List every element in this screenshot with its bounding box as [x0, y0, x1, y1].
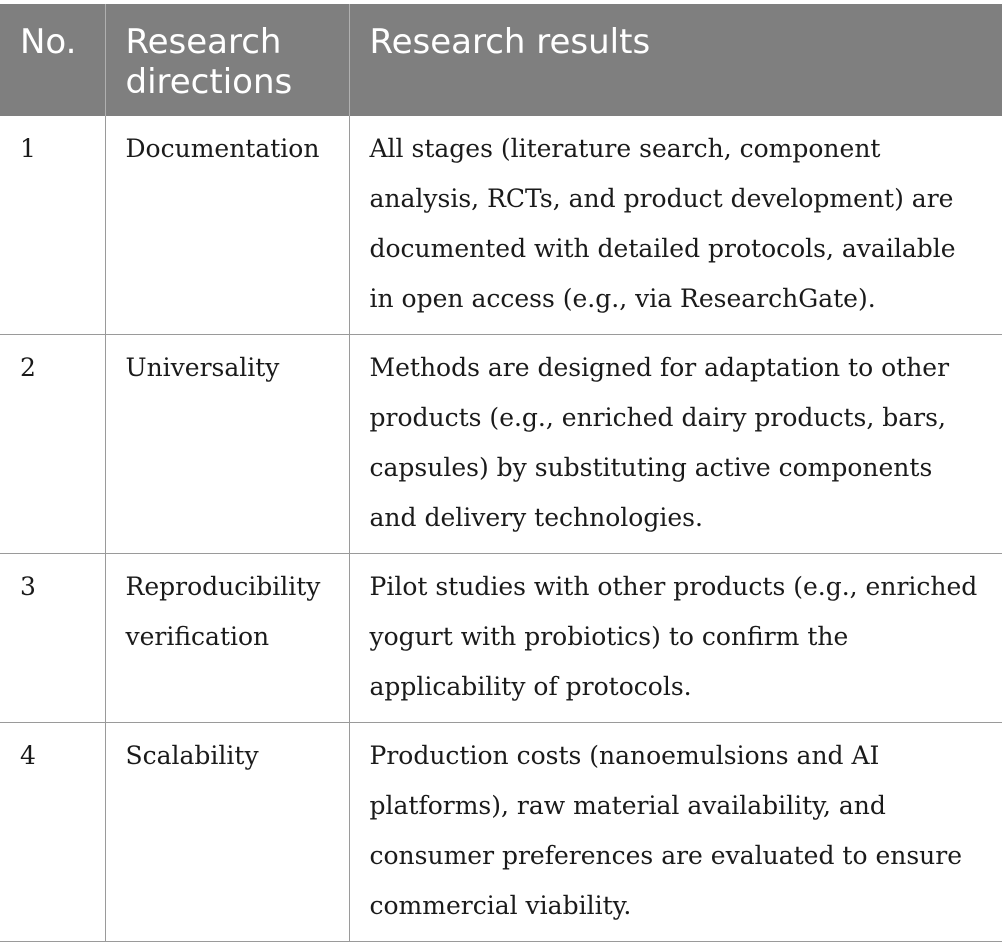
table-header: [0, 4, 1002, 116]
header-research-results: Research results: [349, 4, 1002, 116]
row-result: All stages (literature search, component analysis, RCTs, and product development) are documented with detailed protocols, available in open access (e.g., via ResearchGate).: [349, 116, 1002, 335]
header-no: No.: [0, 4, 105, 116]
table-row: [0, 723, 1002, 942]
research-table-container: [0, 4, 1002, 942]
research-table: [0, 4, 1002, 942]
row-number: 3: [0, 554, 105, 723]
table-row: [0, 554, 1002, 723]
row-number: 1: [0, 116, 105, 335]
row-direction: Documentation: [105, 116, 349, 335]
header-research-directions: Research directions: [105, 4, 349, 116]
row-number: 4: [0, 723, 105, 942]
row-number: 2: [0, 335, 105, 554]
row-direction: Reproducibility verification: [105, 554, 349, 723]
table-row: [0, 335, 1002, 554]
row-result: Pilot studies with other products (e.g., enriched yogurt with probiotics) to confirm the applicability of protocols.: [349, 554, 1002, 723]
header-row: [0, 4, 1002, 116]
row-direction: Universality: [105, 335, 349, 554]
row-result: Methods are designed for adaptation to other products (e.g., enriched dairy products, bars, capsules) by substituting active components and delivery technologies.: [349, 335, 1002, 554]
table-row: [0, 116, 1002, 335]
row-result: Production costs (nanoemulsions and AI platforms), raw material availability, and consumer preferences are evaluated to ensure commercial viability.: [349, 723, 1002, 942]
table-body: [0, 116, 1002, 942]
row-direction: Scalability: [105, 723, 349, 942]
